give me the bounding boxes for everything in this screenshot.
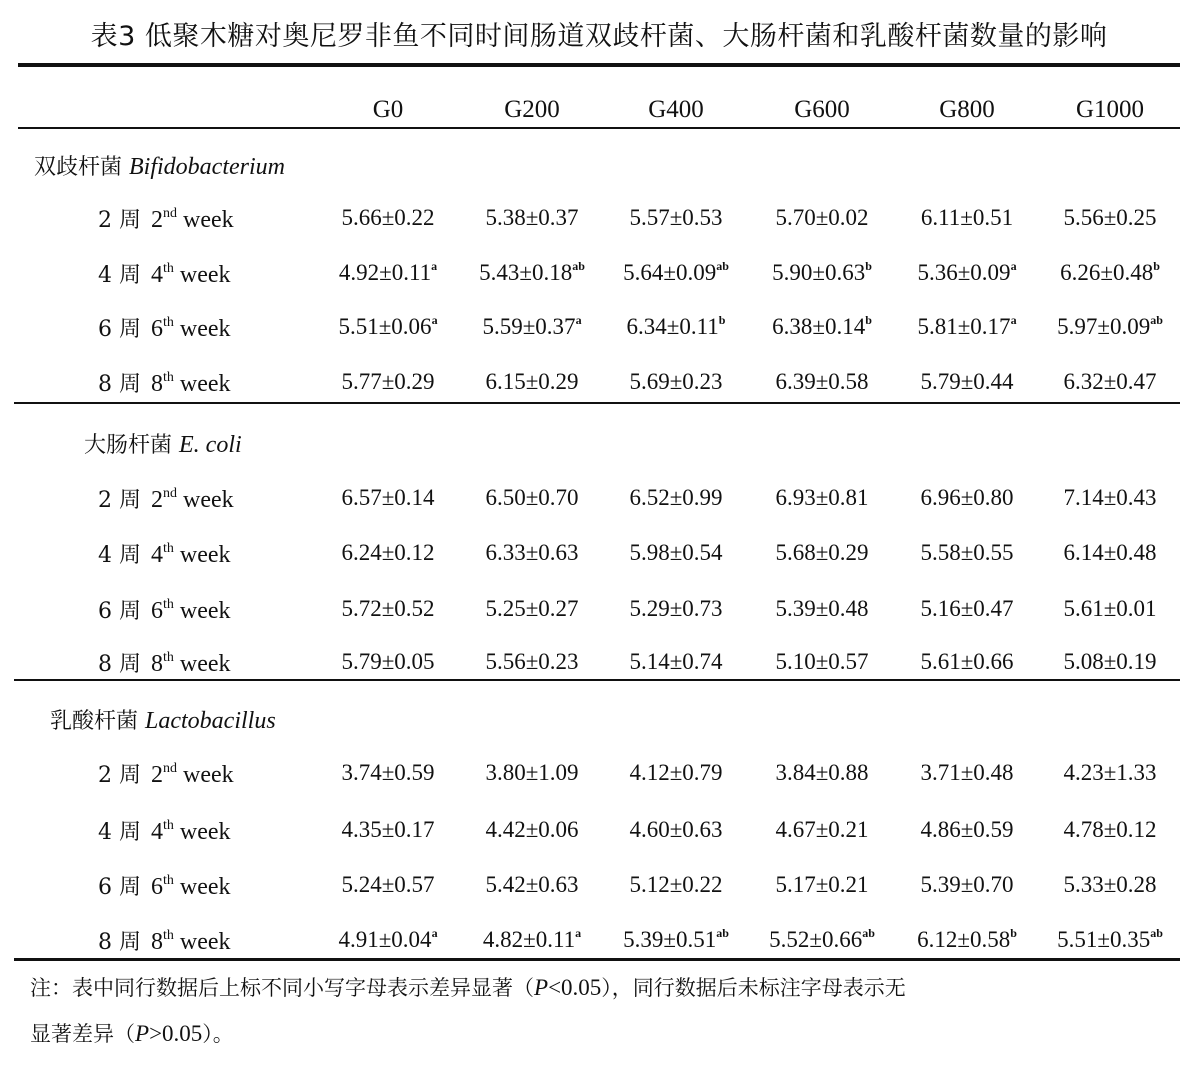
cell-value: 5.70±0.02 (775, 205, 869, 230)
cell-value: 5.51±0.06 (338, 314, 432, 339)
top-rule (18, 63, 1180, 67)
section-label (34, 150, 285, 181)
table-cell (601, 649, 751, 675)
cell-value: 5.98±0.54 (629, 540, 723, 565)
row-week-number: 2 (151, 762, 163, 788)
table-cell (747, 485, 897, 511)
row-week-number: 8 (151, 929, 163, 955)
row-ordinal-suffix: th (163, 261, 174, 276)
cell-value: 5.42±0.63 (485, 872, 579, 897)
note-p-symbol-2: P (135, 1021, 150, 1046)
table-cell (1035, 596, 1185, 622)
row-label-zh: 8 周 (98, 930, 141, 955)
table-cell (892, 540, 1042, 566)
row-week-word: week (179, 262, 231, 288)
row-label (98, 647, 231, 678)
row-label (98, 312, 231, 343)
column-header: G200 (504, 96, 560, 123)
cell-value: 4.78±0.12 (1063, 817, 1157, 842)
cell-value: 4.82±0.11 (482, 927, 576, 952)
significance-letter: ab (572, 259, 585, 273)
cell-value: 3.84±0.88 (775, 760, 869, 785)
cell-value: 4.67±0.21 (775, 817, 869, 842)
cell-value: 5.56±0.25 (1063, 205, 1157, 230)
cell-value: 5.58±0.55 (920, 540, 1014, 565)
cell-value: 5.66±0.22 (341, 205, 435, 230)
note-p-symbol-1: P (534, 975, 549, 1000)
significance-letter: a (1010, 259, 1017, 273)
table-cell (313, 540, 463, 566)
note-threshold-2: >0.05 (149, 1021, 203, 1046)
row-label-en (151, 762, 234, 788)
cell-value: 4.23±1.33 (1063, 760, 1157, 785)
table-cell (1035, 817, 1185, 843)
cell-value: 5.24±0.57 (341, 872, 435, 897)
table-cell (313, 649, 463, 675)
significance-letter: a (431, 926, 438, 940)
table-cell (601, 485, 751, 511)
table-cell (601, 817, 751, 843)
note-text-1c: ），同行数据后未标注字母表示无 (601, 976, 906, 1000)
table-cell (747, 760, 897, 786)
row-label-en (151, 542, 231, 568)
row-week-number: 4 (151, 262, 163, 288)
table-cell (457, 872, 607, 898)
row-label (98, 758, 234, 789)
column-header: G600 (794, 96, 850, 123)
table-cell (1035, 369, 1185, 395)
row-label-en (151, 316, 231, 342)
cell-value: 5.90±0.63 (772, 260, 866, 285)
row-label-en (151, 262, 231, 288)
cell-value: 5.81±0.17 (917, 314, 1011, 339)
cell-value: 5.97±0.09 (1057, 314, 1151, 339)
cell-value: 5.79±0.44 (920, 369, 1014, 394)
cell-value: 5.68±0.29 (775, 540, 869, 565)
row-week-word: week (179, 819, 231, 845)
table-cell (457, 485, 607, 511)
significance-letter: ab (716, 926, 729, 940)
table-cell (457, 817, 607, 843)
table-cell (747, 927, 897, 953)
section-label-zh: 大肠杆菌 (84, 433, 173, 458)
row-week-number: 8 (151, 371, 163, 397)
row-label (98, 594, 231, 625)
table-title: 表3 低聚木糖对奥尼罗非鱼不同时间肠道双歧杆菌、大肠杆菌和乳酸杆菌数量的影响 (90, 21, 1108, 52)
cell-value: 6.52±0.99 (629, 485, 723, 510)
table-cell (313, 205, 463, 231)
cell-value: 5.52±0.66 (769, 927, 863, 952)
section-rule (14, 402, 1180, 404)
table-cell (892, 596, 1042, 622)
row-week-word: week (179, 316, 231, 342)
table-cell (457, 369, 607, 395)
table-cell (313, 760, 463, 786)
cell-value: 7.14±0.43 (1063, 485, 1157, 510)
cell-value: 6.24±0.12 (341, 540, 435, 565)
cell-value: 5.72±0.52 (341, 596, 435, 621)
cell-value: 5.29±0.73 (629, 596, 723, 621)
significance-letter: a (431, 259, 438, 273)
note-text-2a: 显著差异（ (30, 1022, 135, 1046)
significance-letter: a (575, 926, 582, 940)
row-week-word: week (179, 371, 231, 397)
table-cell (892, 260, 1042, 286)
cell-value: 5.39±0.51 (623, 927, 717, 952)
cell-value: 5.57±0.53 (629, 205, 723, 230)
cell-value: 5.12±0.22 (629, 872, 723, 897)
table-cell (601, 260, 751, 286)
table-cell (747, 260, 897, 286)
table-cell (313, 369, 463, 395)
table-cell (601, 369, 751, 395)
cell-value: 5.51±0.35 (1057, 927, 1151, 952)
table-cell (457, 205, 607, 231)
row-label (98, 870, 231, 901)
section-label-latin: E. coli (179, 432, 242, 458)
cell-value: 5.77±0.29 (341, 369, 435, 394)
cell-value: 4.92±0.11 (338, 260, 432, 285)
row-week-word: week (179, 651, 231, 677)
cell-value: 6.26±0.48 (1060, 260, 1154, 285)
table-cell (1035, 485, 1185, 511)
row-week-number: 2 (151, 207, 163, 233)
cell-value: 6.96±0.80 (920, 485, 1014, 510)
row-label-en (151, 598, 231, 624)
significance-letter: ab (862, 926, 875, 940)
table-cell (313, 817, 463, 843)
row-week-number: 4 (151, 819, 163, 845)
note-threshold-1: <0.05 (548, 975, 602, 1000)
table-cell (1035, 649, 1185, 675)
row-label-en (151, 651, 231, 677)
table-cell (457, 314, 607, 340)
table-cell (892, 205, 1042, 231)
section-rule (14, 679, 1180, 681)
row-label-zh: 4 周 (98, 263, 141, 288)
table-cell (601, 872, 751, 898)
row-label-en (151, 929, 231, 955)
cell-value: 5.17±0.21 (775, 872, 869, 897)
table-cell (892, 760, 1042, 786)
column-header: G800 (939, 96, 995, 123)
cell-value: 5.39±0.48 (775, 596, 869, 621)
row-label-en (151, 207, 234, 233)
cell-value: 5.14±0.74 (629, 649, 723, 674)
cell-value: 5.38±0.37 (485, 205, 579, 230)
cell-value: 6.32±0.47 (1063, 369, 1157, 394)
header-rule (18, 127, 1180, 129)
row-ordinal-suffix: th (163, 818, 174, 833)
row-week-word: week (179, 542, 231, 568)
column-header: G400 (648, 96, 704, 123)
significance-letter: b (1153, 259, 1160, 273)
row-week-number: 6 (151, 316, 163, 342)
row-week-number: 8 (151, 651, 163, 677)
cell-value: 5.59±0.37 (482, 314, 576, 339)
row-week-number: 4 (151, 542, 163, 568)
row-ordinal-suffix: th (163, 541, 174, 556)
cell-value: 6.50±0.70 (485, 485, 579, 510)
row-week-word: week (183, 487, 234, 513)
cell-value: 4.60±0.63 (629, 817, 723, 842)
cell-value: 5.25±0.27 (485, 596, 579, 621)
row-week-word: week (179, 598, 231, 624)
row-ordinal-suffix: th (163, 370, 174, 385)
note-text-1a: 注：表中同行数据后上标不同小写字母表示差异显著（ (30, 976, 534, 1000)
cell-value: 5.08±0.19 (1063, 649, 1157, 674)
table-cell (747, 872, 897, 898)
cell-value: 5.79±0.05 (341, 649, 435, 674)
significance-letter: ab (716, 259, 729, 273)
row-label (98, 258, 231, 289)
table-cell (313, 872, 463, 898)
significance-letter: b (1010, 926, 1017, 940)
cell-value: 5.43±0.18 (479, 260, 573, 285)
table-cell (747, 649, 897, 675)
row-label-en (151, 371, 231, 397)
row-label (98, 925, 231, 956)
table-cell (313, 314, 463, 340)
row-label-zh: 2 周 (98, 208, 141, 233)
table-cell (1035, 205, 1185, 231)
section-label-zh: 乳酸杆菌 (50, 709, 139, 734)
table-cell (457, 596, 607, 622)
table-cell (892, 927, 1042, 953)
table-cell (457, 260, 607, 286)
significance-letter: b (865, 259, 872, 273)
table-cell (1035, 540, 1185, 566)
row-label-zh: 8 周 (98, 372, 141, 397)
significance-letter: ab (1150, 313, 1163, 327)
row-label-en (151, 819, 231, 845)
table-cell (1035, 260, 1185, 286)
table-cell (747, 314, 897, 340)
cell-value: 6.38±0.14 (772, 314, 866, 339)
row-ordinal-suffix: th (163, 873, 174, 888)
table-cell (747, 205, 897, 231)
row-week-number: 6 (151, 874, 163, 900)
section-label-latin: Lactobacillus (145, 708, 276, 734)
section-label (84, 428, 242, 459)
table-cell (601, 760, 751, 786)
row-label (98, 538, 231, 569)
bottom-rule (14, 958, 1180, 961)
row-ordinal-suffix: th (163, 315, 174, 330)
row-label-zh: 6 周 (98, 599, 141, 624)
cell-value: 5.69±0.23 (629, 369, 723, 394)
cell-value: 6.12±0.58 (917, 927, 1011, 952)
table-cell (601, 314, 751, 340)
cell-value: 5.16±0.47 (920, 596, 1014, 621)
table-cell (313, 260, 463, 286)
table-cell (457, 649, 607, 675)
table-cell (892, 485, 1042, 511)
table-cell (747, 540, 897, 566)
section-label-latin: Bifidobacterium (129, 154, 285, 180)
table-cell (892, 314, 1042, 340)
row-week-number: 6 (151, 598, 163, 624)
column-header: G0 (372, 96, 404, 123)
cell-value: 6.14±0.48 (1063, 540, 1157, 565)
row-label-zh: 6 周 (98, 875, 141, 900)
significance-letter: a (575, 313, 582, 327)
table-cell (1035, 927, 1185, 953)
row-label (98, 483, 234, 514)
cell-value: 6.39±0.58 (775, 369, 869, 394)
cell-value: 6.57±0.14 (341, 485, 435, 510)
significance-letter: ab (1150, 926, 1163, 940)
section-label-zh: 双歧杆菌 (34, 155, 123, 180)
cell-value: 6.15±0.29 (485, 369, 579, 394)
row-week-word: week (183, 762, 234, 788)
significance-letter: a (1010, 313, 1017, 327)
table-cell (747, 817, 897, 843)
row-label-zh: 4 周 (98, 543, 141, 568)
row-ordinal-suffix: nd (163, 206, 177, 221)
table-cell (1035, 872, 1185, 898)
row-ordinal-suffix: th (163, 928, 174, 943)
row-label-zh: 4 周 (98, 820, 141, 845)
table-cell (747, 369, 897, 395)
note-text-2c: ）。 (202, 1022, 234, 1046)
table-cell (892, 817, 1042, 843)
significance-letter: a (431, 313, 438, 327)
table-cell (601, 205, 751, 231)
table-note (30, 965, 1180, 1057)
cell-value: 5.10±0.57 (775, 649, 869, 674)
cell-value: 4.86±0.59 (920, 817, 1014, 842)
table-cell (601, 927, 751, 953)
table-cell (892, 872, 1042, 898)
cell-value: 6.11±0.51 (920, 205, 1014, 230)
row-ordinal-suffix: nd (163, 486, 177, 501)
cell-value: 6.34±0.11 (626, 314, 719, 339)
cell-value: 4.42±0.06 (485, 817, 579, 842)
cell-value: 5.39±0.70 (920, 872, 1014, 897)
row-label-zh: 2 周 (98, 488, 141, 513)
table-cell (601, 540, 751, 566)
row-ordinal-suffix: th (163, 597, 174, 612)
row-label-zh: 2 周 (98, 763, 141, 788)
table-cell (1035, 314, 1185, 340)
significance-letter: b (865, 313, 872, 327)
row-ordinal-suffix: th (163, 650, 174, 665)
cell-value: 3.71±0.48 (920, 760, 1014, 785)
row-week-word: week (179, 929, 231, 955)
table-cell (892, 649, 1042, 675)
row-label (98, 203, 234, 234)
cell-value: 3.80±1.09 (485, 760, 579, 785)
table-cell (457, 760, 607, 786)
row-label-zh: 8 周 (98, 652, 141, 677)
table-cell (457, 540, 607, 566)
cell-value: 5.36±0.09 (917, 260, 1011, 285)
row-label-en (151, 874, 231, 900)
section-label (50, 704, 276, 735)
table-cell (601, 596, 751, 622)
cell-value: 4.35±0.17 (341, 817, 435, 842)
row-label-en (151, 487, 234, 513)
table-cell (313, 927, 463, 953)
cell-value: 4.12±0.79 (629, 760, 723, 785)
table-cell (747, 596, 897, 622)
row-week-word: week (179, 874, 231, 900)
table-cell (313, 596, 463, 622)
row-ordinal-suffix: nd (163, 761, 177, 776)
row-label (98, 815, 231, 846)
cell-value: 6.93±0.81 (775, 485, 869, 510)
cell-value: 5.56±0.23 (485, 649, 579, 674)
significance-letter: b (718, 313, 726, 327)
cell-value: 4.91±0.04 (338, 927, 432, 952)
cell-value: 6.33±0.63 (485, 540, 579, 565)
cell-value: 5.64±0.09 (623, 260, 717, 285)
cell-value: 5.61±0.66 (920, 649, 1014, 674)
row-week-number: 2 (151, 487, 163, 513)
table-cell (1035, 760, 1185, 786)
table-cell (313, 485, 463, 511)
row-label-zh: 6 周 (98, 317, 141, 342)
cell-value: 5.33±0.28 (1063, 872, 1157, 897)
cell-value: 5.61±0.01 (1063, 596, 1157, 621)
row-week-word: week (183, 207, 234, 233)
cell-value: 3.74±0.59 (341, 760, 435, 785)
table-cell (457, 927, 607, 953)
table-cell (892, 369, 1042, 395)
column-header: G1000 (1075, 96, 1145, 123)
row-label (98, 367, 231, 398)
